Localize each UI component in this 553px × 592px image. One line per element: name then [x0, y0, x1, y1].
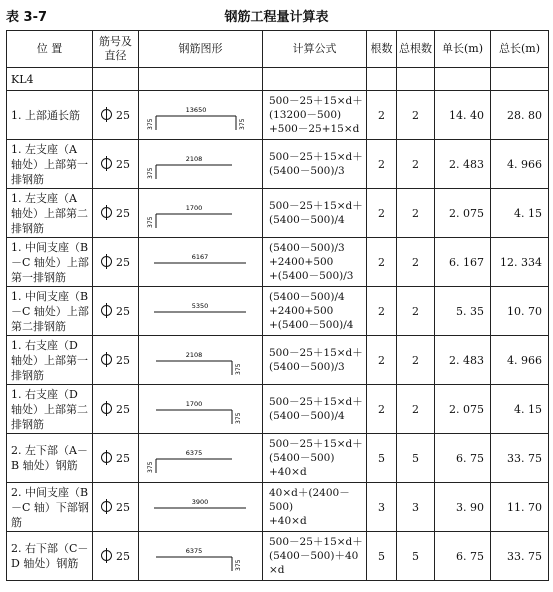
total-length-cell: 4. 15 — [491, 385, 549, 434]
formula-cell — [263, 532, 367, 581]
bar-diameter-cell — [93, 434, 139, 483]
bar-shape-cell — [139, 238, 263, 287]
formula-cell — [263, 385, 367, 434]
unit-length-cell: 3. 90 — [435, 483, 491, 532]
hook-length-label: 375 — [146, 118, 154, 130]
bar-shape-cell — [139, 189, 263, 238]
unit-length-cell: 6. 167 — [435, 238, 491, 287]
col-header-formula: 计算公式 — [263, 31, 367, 68]
total-length-cell: 33. 75 — [491, 532, 549, 581]
table-number: 表 3-7 — [6, 10, 48, 25]
bar-diameter-value: 25 — [116, 255, 130, 269]
count-cell: 2 — [367, 238, 397, 287]
hook-length-label: 375 — [238, 118, 246, 130]
formula-line: ×d — [269, 564, 285, 576]
formula-line: (5400－500)/3 — [269, 165, 345, 177]
rebar-shape-diagram — [142, 339, 260, 379]
total-count-cell: 3 — [397, 483, 435, 532]
bar-length-label: 6375 — [185, 448, 202, 457]
header-row — [7, 31, 549, 68]
bar-shape-cell — [139, 287, 263, 336]
total-length-cell: 28. 80 — [491, 91, 549, 140]
unit-length-cell: 2. 483 — [435, 336, 491, 385]
total-length-cell: 33. 75 — [491, 434, 549, 483]
table-row — [7, 91, 549, 140]
bar-length-label: 6375 — [185, 546, 202, 555]
formula-line: 500－25＋15×d＋ — [269, 200, 363, 212]
hook-length-label: 375 — [146, 167, 154, 179]
col-header-bar-diameter: 筋号及直径 — [93, 31, 139, 68]
rebar-quantity-table — [6, 30, 549, 581]
total-count-cell: 2 — [397, 385, 435, 434]
position-cell: 1. 左支座（A 轴处）上部第二排钢筋 — [7, 189, 93, 238]
total-count-cell: 5 — [397, 434, 435, 483]
unit-length-cell: 6. 75 — [435, 532, 491, 581]
bar-diameter-cell — [93, 532, 139, 581]
total-count-cell: 2 — [397, 287, 435, 336]
unit-length-cell: 6. 75 — [435, 434, 491, 483]
bar-diameter-cell — [93, 189, 139, 238]
bar-diameter-value: 25 — [116, 304, 130, 318]
total-count-cell: 5 — [397, 532, 435, 581]
hook-length-label: 375 — [234, 412, 242, 424]
rebar-shape-diagram — [142, 535, 260, 575]
bar-length-label: 6167 — [191, 252, 208, 261]
rebar-grade-icon — [101, 354, 112, 365]
hook-length-label: 375 — [146, 216, 154, 228]
formula-line: 500) — [269, 501, 294, 513]
bar-diameter-cell — [93, 238, 139, 287]
table-row — [7, 189, 549, 238]
table-row — [7, 532, 549, 581]
bar-length-label: 3900 — [191, 497, 208, 506]
table-row — [7, 238, 549, 287]
table-title: 钢筋工程量计算表 — [224, 10, 329, 25]
bar-diameter-cell — [93, 483, 139, 532]
bar-shape-cell — [139, 336, 263, 385]
count-cell: 2 — [367, 91, 397, 140]
position-cell: 2. 右下部（C－D 轴处）钢筋 — [7, 532, 93, 581]
bar-diameter-value: 25 — [116, 157, 130, 171]
formula-line: +(5400－500)/3 — [269, 270, 354, 282]
rebar-shape-diagram — [142, 241, 260, 281]
formula-line: (5400－500)/4 — [269, 214, 345, 226]
rebar-grade-icon — [101, 256, 112, 267]
bar-diameter-cell — [93, 385, 139, 434]
formula-cell — [263, 336, 367, 385]
total-count-cell: 2 — [397, 140, 435, 189]
rebar-shape-diagram — [142, 290, 260, 330]
rebar-shape-diagram — [142, 143, 260, 183]
formula-line: (5400－500) — [269, 452, 335, 464]
position-cell: 1. 右支座（D 轴处）上部第二排钢筋 — [7, 385, 93, 434]
bar-length-label: 2108 — [185, 350, 202, 359]
formula-line: 500－25＋15×d＋ — [269, 151, 363, 163]
table-row — [7, 434, 549, 483]
formula-line: +2400+500 — [269, 256, 334, 268]
position-cell: 1. 中间支座（B－C 轴处）上部第二排钢筋 — [7, 287, 93, 336]
rebar-grade-icon — [101, 403, 112, 414]
count-cell: 5 — [367, 434, 397, 483]
unit-length-cell: 2. 483 — [435, 140, 491, 189]
rebar-shape-diagram — [142, 486, 260, 526]
rebar-grade-icon — [101, 305, 112, 316]
formula-cell — [263, 238, 367, 287]
bar-shape-cell — [139, 385, 263, 434]
bar-length-label: 1700 — [185, 399, 202, 408]
table-row — [7, 385, 549, 434]
total-length-cell: 11. 70 — [491, 483, 549, 532]
formula-line: 500－25＋15×d＋ — [269, 347, 363, 359]
formula-line: (5400－500)/3 — [269, 242, 345, 254]
bar-diameter-value: 25 — [116, 451, 130, 465]
formula-line: 500－25＋15×d＋ — [269, 536, 363, 548]
total-count-cell: 2 — [397, 189, 435, 238]
rebar-shape-diagram — [142, 192, 260, 232]
table-header — [0, 4, 553, 26]
formula-line: (5400－500)＋40 — [269, 550, 359, 562]
bar-length-label: 13650 — [185, 105, 206, 114]
bar-diameter-value: 25 — [116, 402, 130, 416]
rebar-grade-icon — [101, 109, 112, 120]
bar-diameter-value: 25 — [116, 500, 130, 514]
table-row — [7, 287, 549, 336]
count-cell: 2 — [367, 140, 397, 189]
bar-diameter-value: 25 — [116, 549, 130, 563]
total-count-cell: 2 — [397, 336, 435, 385]
formula-line: 500－25＋15×d＋ — [269, 438, 363, 450]
table-row — [7, 483, 549, 532]
formula-line: 500－25＋15×d＋ — [269, 95, 363, 107]
total-length-cell: 4. 966 — [491, 336, 549, 385]
group-label: KL4 — [7, 68, 93, 91]
formula-cell — [263, 140, 367, 189]
count-cell: 2 — [367, 385, 397, 434]
unit-length-cell: 14. 40 — [435, 91, 491, 140]
col-header-unit-length: 单长(m) — [435, 31, 491, 68]
table-row — [7, 336, 549, 385]
bar-diameter-value: 25 — [116, 206, 130, 220]
total-length-cell: 4. 966 — [491, 140, 549, 189]
total-length-cell: 12. 334 — [491, 238, 549, 287]
position-cell: 1. 上部通长筋 — [7, 91, 93, 140]
formula-line: (5400－500)/4 — [269, 410, 345, 422]
table-row — [7, 140, 549, 189]
rebar-grade-icon — [101, 207, 112, 218]
total-length-cell: 10. 70 — [491, 287, 549, 336]
formula-line: (5400－500)/4 — [269, 291, 345, 303]
rebar-grade-icon — [101, 158, 112, 169]
rebar-grade-icon — [101, 452, 112, 463]
position-cell: 2. 中间支座（B－C 轴）下部钢筋 — [7, 483, 93, 532]
formula-line: 40×d＋(2400－ — [269, 487, 350, 499]
formula-cell — [263, 189, 367, 238]
col-header-total-length: 总长(m) — [491, 31, 549, 68]
rebar-shape-diagram — [142, 94, 260, 134]
formula-line: +40×d — [269, 515, 307, 527]
bar-shape-cell — [139, 532, 263, 581]
total-length-cell: 4. 15 — [491, 189, 549, 238]
bar-shape-cell — [139, 483, 263, 532]
rebar-shape-diagram — [142, 437, 260, 477]
bar-length-label: 5350 — [191, 301, 208, 310]
bar-diameter-cell — [93, 336, 139, 385]
bar-diameter-cell — [93, 91, 139, 140]
hook-length-label: 375 — [146, 461, 154, 473]
count-cell: 2 — [367, 336, 397, 385]
formula-cell — [263, 434, 367, 483]
rebar-shape-diagram — [142, 388, 260, 428]
count-cell: 2 — [367, 287, 397, 336]
bar-shape-cell — [139, 140, 263, 189]
formula-cell — [263, 287, 367, 336]
formula-line: (5400－500)/3 — [269, 361, 345, 373]
col-header-bar-shape: 钢筋图形 — [139, 31, 263, 68]
count-cell: 2 — [367, 189, 397, 238]
col-header-position: 位 置 — [7, 31, 93, 68]
hook-length-label: 375 — [234, 363, 242, 375]
total-count-cell: 2 — [397, 238, 435, 287]
bar-length-label: 1700 — [185, 203, 202, 212]
col-header-total-count: 总根数 — [397, 31, 435, 68]
bar-diameter-value: 25 — [116, 108, 130, 122]
group-row — [7, 68, 549, 91]
count-cell: 3 — [367, 483, 397, 532]
bar-diameter-value: 25 — [116, 353, 130, 367]
bar-length-label: 2108 — [185, 154, 202, 163]
unit-length-cell: 2. 075 — [435, 189, 491, 238]
col-header-count: 根数 — [367, 31, 397, 68]
position-cell: 1. 左支座（A 轴处）上部第一排钢筋 — [7, 140, 93, 189]
unit-length-cell: 5. 35 — [435, 287, 491, 336]
position-cell: 1. 右支座（D 轴处）上部第一排钢筋 — [7, 336, 93, 385]
count-cell: 5 — [367, 532, 397, 581]
rebar-grade-icon — [101, 550, 112, 561]
position-cell: 1. 中间支座（B－C 轴处）上部第一排钢筋 — [7, 238, 93, 287]
bar-diameter-cell — [93, 140, 139, 189]
bar-shape-cell — [139, 434, 263, 483]
formula-line: +(5400－500)/4 — [269, 319, 354, 331]
rebar-grade-icon — [101, 501, 112, 512]
formula-line: +2400+500 — [269, 305, 334, 317]
formula-cell — [263, 91, 367, 140]
formula-cell — [263, 483, 367, 532]
unit-length-cell: 2. 075 — [435, 385, 491, 434]
formula-line: 500－25＋15×d＋ — [269, 396, 363, 408]
total-count-cell: 2 — [397, 91, 435, 140]
formula-line: +40×d — [269, 466, 307, 478]
hook-length-label: 375 — [234, 559, 242, 571]
formula-line: +500－25+15×d — [269, 123, 360, 135]
position-cell: 2. 左下部（A－B 轴处）钢筋 — [7, 434, 93, 483]
bar-diameter-cell — [93, 287, 139, 336]
formula-line: (13200－500) — [269, 109, 342, 121]
bar-shape-cell — [139, 91, 263, 140]
